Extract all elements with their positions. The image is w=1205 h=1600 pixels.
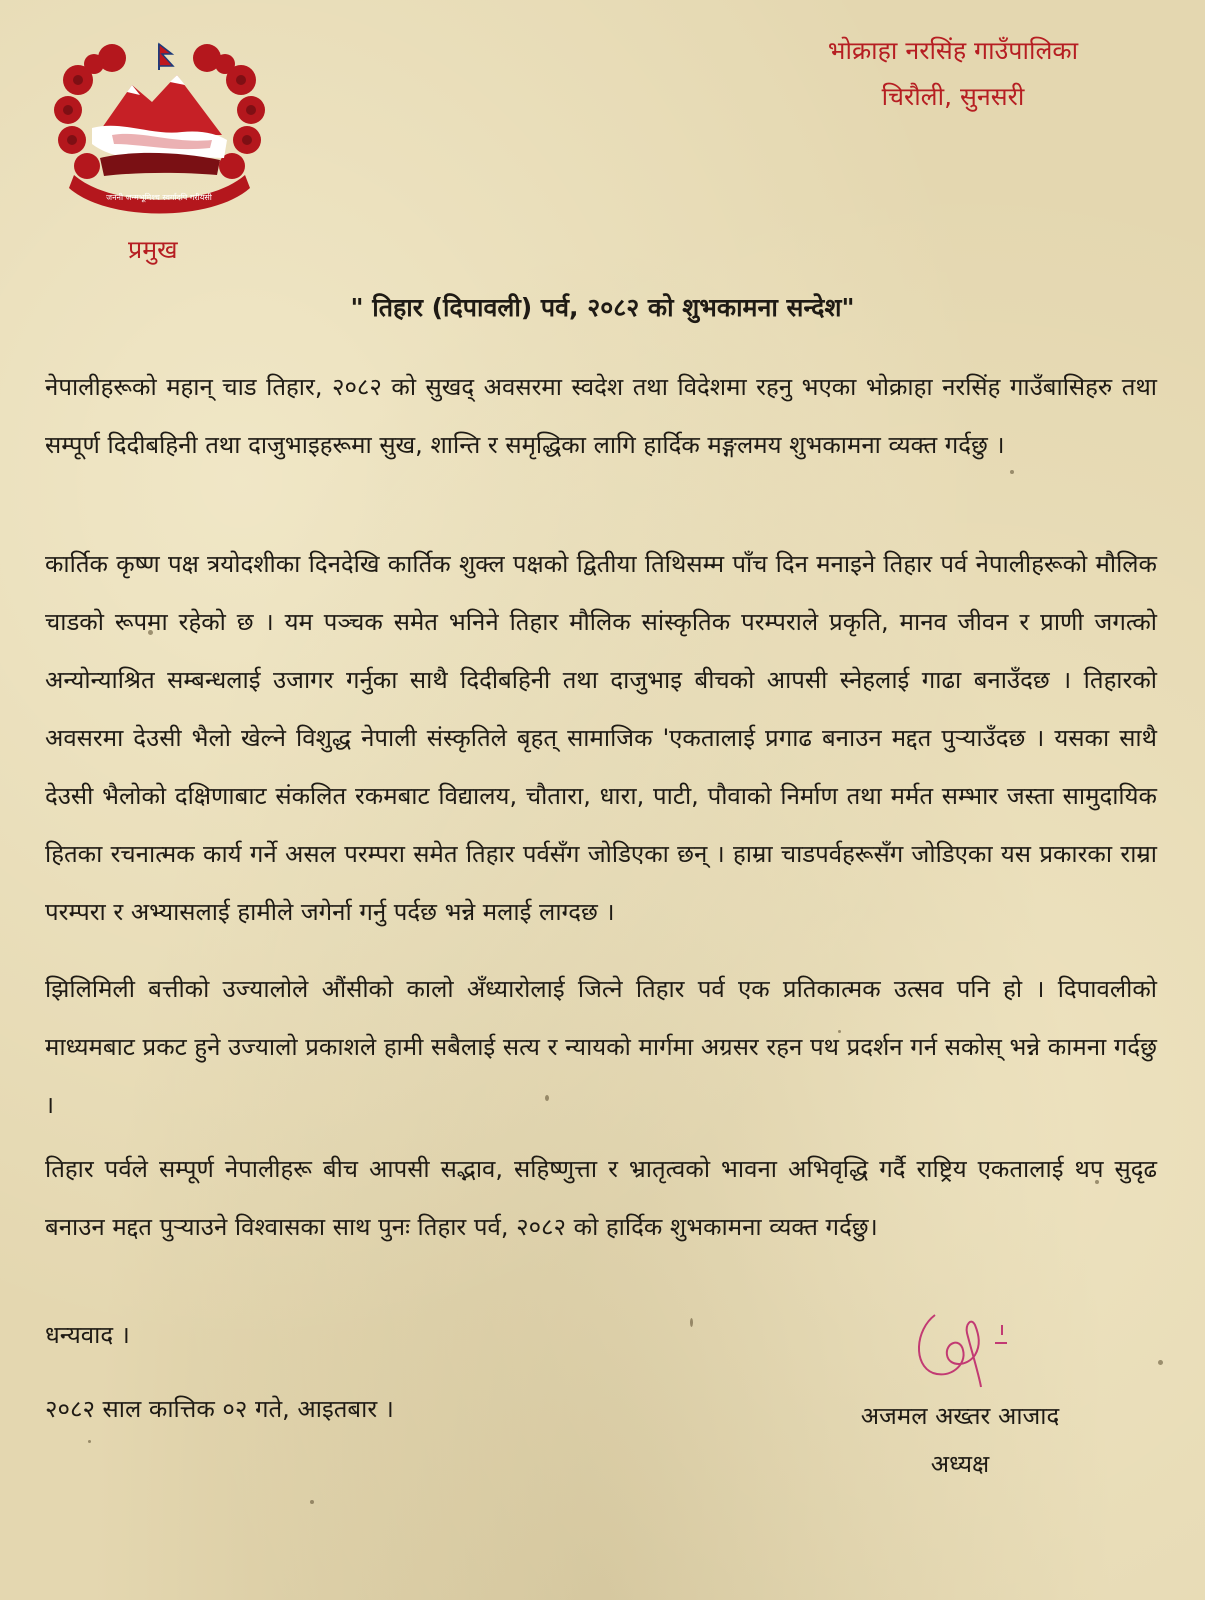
message-paragraph <box>45 1140 1157 1256</box>
letterhead <box>773 28 1133 120</box>
paper-speck <box>690 1318 693 1327</box>
paragraph-text: नेपालीहरूको महान् चाड तिहार, २०८२ को सुखद् अवसरमा स्वदेश तथा विदेशमा रहनु भएका भोक्राहा नरसिंह गाउँबासिहरु तथा सम्पूर्ण दिदीबहिनी तथा दाजुभाइहरूमा सुख, शान्ति र समृद्धिका लागि हार्दिक मङ्गलमय शुभकामना व्यक्त गर्दछु । <box>45 373 1157 459</box>
handwritten-signature-icon <box>905 1295 1045 1395</box>
office-name: भोक्राहा नरसिंह गाउँपालिका <box>827 36 1079 65</box>
office-location: चिरौली, सुनसरी <box>881 82 1025 111</box>
message-paragraph <box>45 960 1157 1134</box>
paper-speck <box>88 1440 91 1443</box>
paper-speck <box>1158 1360 1163 1365</box>
paragraph-text: कार्तिक कृष्ण पक्ष त्रयोदशीका दिनदेखि कार्तिक शुक्ल पक्षको द्वितीया तिथिसम्म पाँच दिन मनाइने तिहार पर्व नेपालीहरूको मौलिक चाडको रूपमा रहेको छ । यम पञ्चक समेत भनिने तिहार मौलिक सांस्कृतिक परम्पराले प्रकृति, मानव जीवन र प्राणी जगत्को अन्योन्याश्रित सम्बन्धलाई उजागर गर्नुका साथै दिदीबहिनी तथा दाजुभाइ बीचको आपसी स्नेहलाई गाढा बनाउँदछ । तिहारको अवसरमा देउसी भैलो खेल्ने विशुद्ध नेपाली संस्कृतिले बृहत् सामाजिक 'एकतालाई प्रगाढ बनाउन मद्दत पुऱ्याउँदछ । यसका साथै देउसी भैलोको दक्षिणाबाट संकलित रकमबाट विद्यालय, चौतारा, धारा, पाटी, पौवाको निर्माण तथा मर्मत सम्भार जस्ता सामुदायिक हितका रचनात्मक कार्य गर्ने असल परम्परा समेत तिहार पर्वसँग जोडिएका छन् । हाम्रा चाडपर्वहरूसँग जोडिएका यस प्रकारका राम्रा परम्परा र अभ्यासलाई हामीले जगेर्ना गर्नु पर्दछ भन्ने मलाई लाग्दछ । <box>45 550 1157 926</box>
signatory-name: अजमल अख्तर आजाद <box>860 1402 1060 1430</box>
emblem-motto: जननी जन्मभूमिश्च स्वर्गादपि गरीयसी <box>106 193 212 202</box>
letter-date: २०८२ साल कात्तिक ०२ गते, आइतबार । <box>45 1395 394 1423</box>
nepal-coat-of-arms-icon <box>52 40 267 215</box>
message-title: " तिहार (दिपावली) पर्व, २०८२ को शुभकामना सन्देश" <box>350 293 855 322</box>
paragraph-text: झिलिमिली बत्तीको उज्यालोले औंसीको कालो अँध्यारोलाई जित्ने तिहार पर्व एक प्रतिकात्मक उत्सव पनि हो । दिपावलीको माध्यमबाट प्रकट हुने उज्यालो प्रकाशले हामी सबैलाई सत्य र न्यायको मार्गमा अग्रसर रहन पथ प्रदर्शन गर्न सकोस् भन्ने कामना गर्दछु । <box>45 975 1157 1119</box>
signatory-title: अध्यक्ष <box>930 1450 990 1478</box>
paragraph-text: तिहार पर्वले सम्पूर्ण नेपालीहरू बीच आपसी सद्भाव, सहिष्णुत्ता र भ्रातृत्वको भावना अभिवृद्धि गर्दै राष्ट्रिय एकतालाई थप सुदृढ बनाउन मद्दत पुऱ्याउने विश्वासका साथ पुनः तिहार पर्व, २०८२ को हार्दिक शुभकामना व्यक्त गर्दछु। <box>45 1155 1157 1241</box>
designation-label: प्रमुख <box>128 235 178 264</box>
message-paragraph <box>45 535 1157 941</box>
message-paragraph <box>45 358 1157 474</box>
signatory-block <box>800 1392 1120 1488</box>
thanks-text: धन्यवाद । <box>45 1321 130 1349</box>
paper-speck <box>310 1500 314 1504</box>
